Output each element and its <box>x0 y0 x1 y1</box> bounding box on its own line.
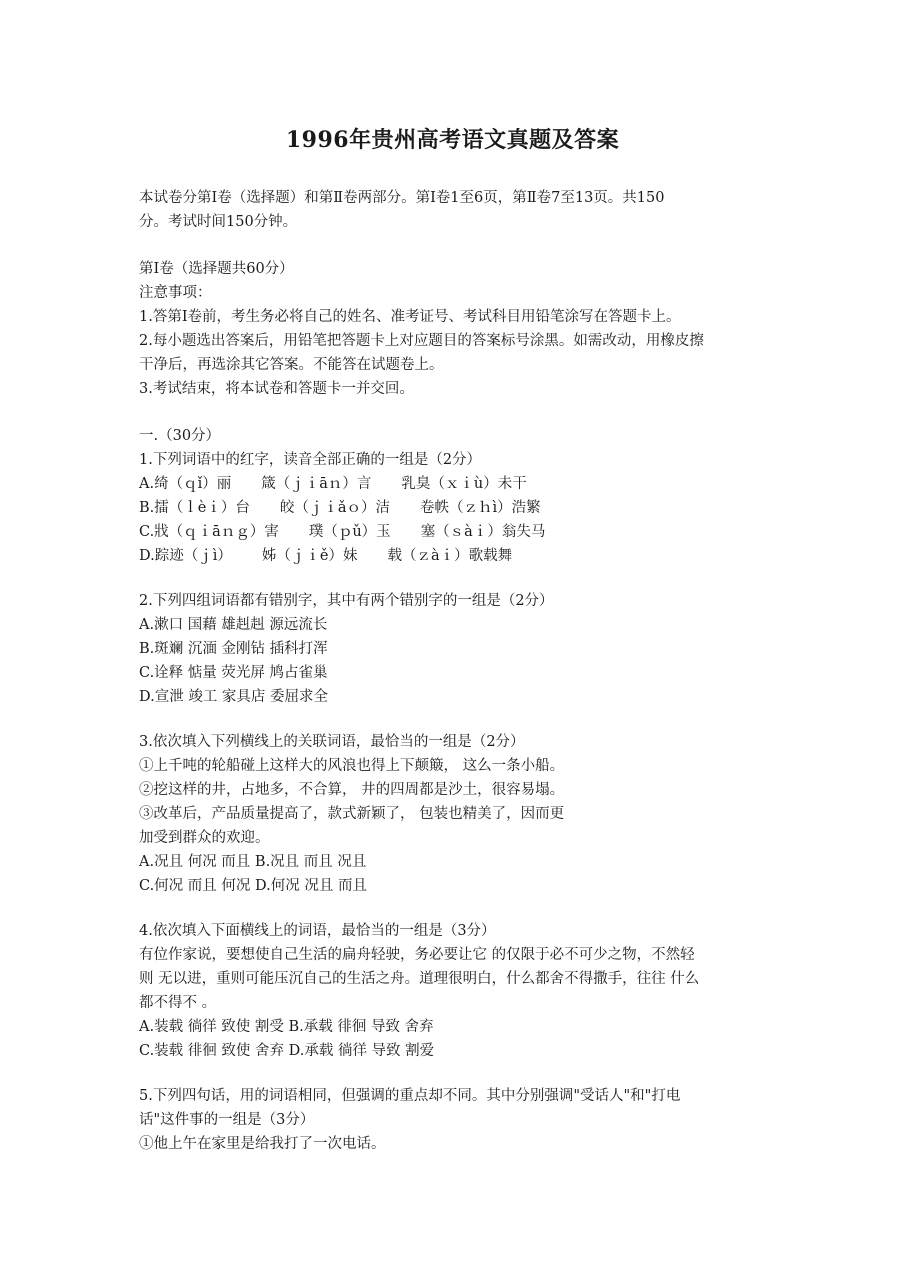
question-5-stem-1: 5.下列四句话，用的词语相同，但强调的重点却不同。其中分别强调"受话人"和"打电 <box>139 1088 681 1104</box>
option-b-item-2: 皎（ｊｉǎｏ）洁 <box>279 500 391 516</box>
notice-line-4: 3.考试结束，将本试卷和答题卡一并交回。 <box>139 381 414 397</box>
intro-line-1: 本试卷分第Ⅰ卷（选择题）和第Ⅱ卷两部分。第Ⅰ卷1至6页，第Ⅱ卷7至13页。共150 <box>139 190 665 206</box>
question-2-option-a: A.漱口 国藉 雄赳赳 源远流长 <box>139 617 328 633</box>
question-1-option-d <box>139 544 779 568</box>
question-5-stem-2: 话"这件事的一组是（3分） <box>139 1112 315 1128</box>
option-a-item-3: 乳臭（ｘｉù）未干 <box>401 476 527 492</box>
notice-line-1: 1.答第Ⅰ卷前，考生务必将自己的姓名、准考证号、考试科目用铅笔涂写在答题卡上。 <box>139 309 681 325</box>
notice-line-3: 干净后，再选涂其它答案。不能答在试题卷上。 <box>139 357 444 373</box>
question-2-stem: 2.下列四组词语都有错别字，其中有两个错别字的一组是（2分） <box>139 593 554 609</box>
question-3-options-2: C.何况 而且 何况 D.何况 况且 而且 <box>139 878 367 894</box>
spacer <box>139 898 779 919</box>
question-2-option-b: B.斑斓 沉湎 金刚钻 插科打浑 <box>139 641 328 657</box>
question-3-line-3: ③改革后，产品质量提高了，款式新颖了， 包装也精美了，因而更 <box>139 806 565 822</box>
option-d-item-2: 姊（ｊｉě）妹 <box>261 548 358 564</box>
option-a-item-1: A.绮（ｑǐ）丽 <box>139 476 232 492</box>
question-3-line-1: ①上千吨的轮船碰上这样大的风浪也得上下颠簸， 这么一条小船。 <box>139 758 565 774</box>
question-2-option-d: D.宣泄 竣工 家具店 委屈求全 <box>139 689 329 705</box>
option-c-item-2: 璞（ｐǔ）玉 <box>308 524 391 540</box>
part-heading: 一.（30分） <box>139 428 221 444</box>
spacer <box>139 1063 779 1084</box>
spacer <box>139 568 779 589</box>
question-4-options-1: A.装载 徜徉 致使 割受 B.承载 徘徊 导致 舍弃 <box>139 1019 434 1035</box>
notice-heading: 注意事项： <box>139 285 212 301</box>
question-4-line-3: 都不得不 。 <box>139 995 217 1011</box>
spacer <box>139 401 779 424</box>
question-3-line-2: ②挖这样的井，占地多，不合算， 井的四周都是沙土，很容易塌。 <box>139 782 565 798</box>
question-3-line-4: 加受到群众的欢迎。 <box>139 830 270 846</box>
document-body <box>139 186 779 1156</box>
option-b-item-1: B.擂（ｌèｉ）台 <box>139 500 250 516</box>
notice-line-2: 2.每小题选出答案后，用铅笔把答题卡上对应题目的答案标号涂黑。如需改动，用橡皮擦 <box>139 333 704 349</box>
option-c-item-3: 塞（ｓàｉ）翁失马 <box>420 524 546 540</box>
question-4-options-2: C.装载 徘徊 致使 舍弃 D.承载 徜徉 导致 割爱 <box>139 1043 435 1059</box>
document-title: 1996年贵州高考语文真题及答案 <box>285 127 620 153</box>
option-c-item-1: C.戕（ｑｉāｎｇ）害 <box>139 524 279 540</box>
question-3-options-1: A.况且 何况 而且 B.况且 而且 况且 <box>139 854 367 870</box>
option-a-item-2: 箴（ｊｉāｎ）言 <box>261 476 372 492</box>
question-2-option-c: C.诠释 惦量 荧光屏 鸠占雀巢 <box>139 665 328 681</box>
question-4-stem: 4.依次填入下面横线上的词语，最恰当的一组是（3分） <box>139 923 496 939</box>
section-heading: 第Ⅰ卷（选择题共60分） <box>139 261 294 277</box>
option-b-item-3: 卷帙（ｚｈì）浩繁 <box>420 500 541 516</box>
option-d-item-3: 载（ｚàｉ）歌载舞 <box>387 548 513 564</box>
question-1-stem: 1.下列词语中的红字，读音全部正确的一组是（2分） <box>139 452 482 468</box>
question-4-line-1: 有位作家说，要想使自己生活的扁舟轻驶，务必要让它 的仅限于必不可少之物，不然轻 <box>139 947 695 963</box>
spacer <box>139 234 779 257</box>
intro-line-2: 分。考试时间150分钟。 <box>139 214 298 230</box>
spacer <box>139 709 779 730</box>
question-1-option-c <box>139 520 779 544</box>
question-4-line-2: 则 无以进，重则可能压沉自己的生活之舟。道理很明白，什么都舍不得撒手，往往 什么 <box>139 971 700 987</box>
question-5-line-1: ①他上午在家里是给我打了一次电话。 <box>139 1136 386 1152</box>
question-1-option-a <box>139 472 779 496</box>
question-1-option-b <box>139 496 779 520</box>
option-d-item-1: D.踪迹（ｊì） <box>139 548 232 564</box>
question-3-stem: 3.依次填入下列横线上的关联词语，最恰当的一组是（2分） <box>139 734 525 750</box>
